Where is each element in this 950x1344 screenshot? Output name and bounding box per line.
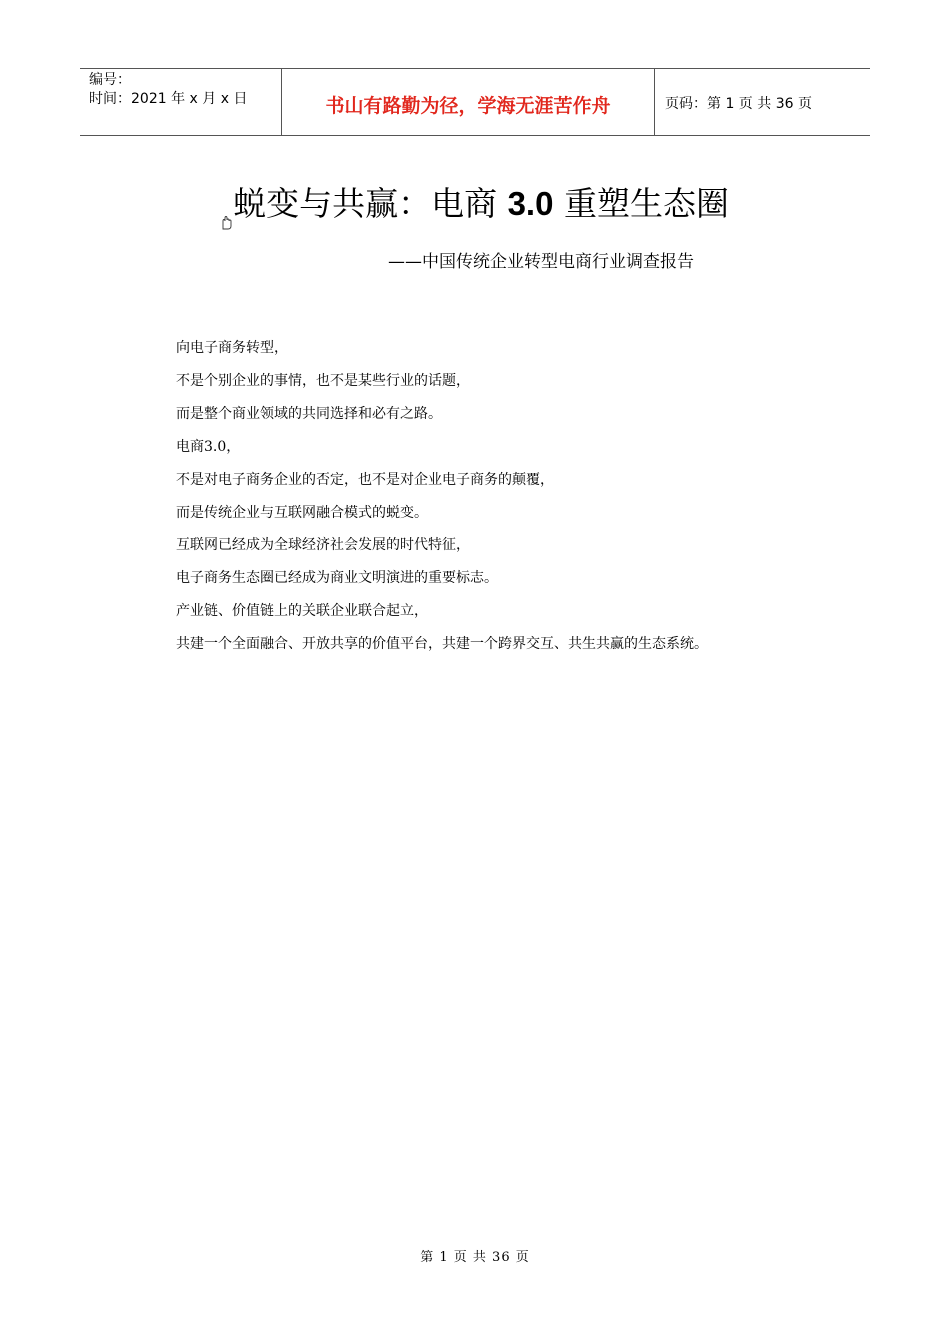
page-footer: 第 1 页 共 36 页: [420, 1250, 530, 1265]
title-main: 蜕变与共赢：电商: [233, 184, 498, 223]
paragraph-line: 而是整个商业领域的共同选择和必有之路。: [176, 405, 442, 422]
paragraph-line: 产业链、价值链上的关联企业联合起立，: [176, 603, 428, 620]
paragraph-line: 互联网已经成为全球经济社会发展的时代特征，: [176, 537, 470, 554]
header-meta-cell: [80, 69, 282, 135]
document-subtitle: ——中国传统企业转型电商行业调查报告: [388, 252, 694, 272]
header-page-info: 页码：第 1 页 共 36 页: [665, 96, 812, 112]
paragraph-line: 不是对电子商务企业的否定，也不是对企业电子商务的颠覆，: [176, 471, 554, 488]
paragraph-line: 不是个别企业的事情，也不是某些行业的话题，: [176, 372, 470, 389]
paragraph-line: 向电子商务转型，: [176, 340, 288, 356]
paragraph-line: 电商3.0，: [176, 438, 241, 455]
document-title: [0, 180, 950, 228]
time-label: 时间：2021 年 x 月 x 日: [89, 91, 248, 107]
title-number: 3.0: [507, 185, 554, 222]
paragraph-line: 共建一个全面融合、开放共享的价值平台，共建一个跨界交互、共生共赢的生态系统。: [176, 636, 708, 653]
motto-text: 书山有路勤为径，学海无涯苦作舟: [325, 94, 611, 117]
paragraph-line: 电子商务生态圈已经成为商业文明演进的重要标志。: [176, 570, 498, 587]
hand-cursor-icon: [221, 196, 233, 212]
body-text: [176, 332, 856, 661]
title-tail: 重塑生态圈: [563, 184, 729, 223]
document-header: [80, 68, 870, 136]
paragraph-line: 而是传统企业与互联网融合模式的蜕变。: [176, 504, 428, 521]
number-label: 编号：: [89, 72, 131, 88]
header-page-cell: [655, 69, 870, 135]
header-motto-cell: [282, 69, 655, 135]
